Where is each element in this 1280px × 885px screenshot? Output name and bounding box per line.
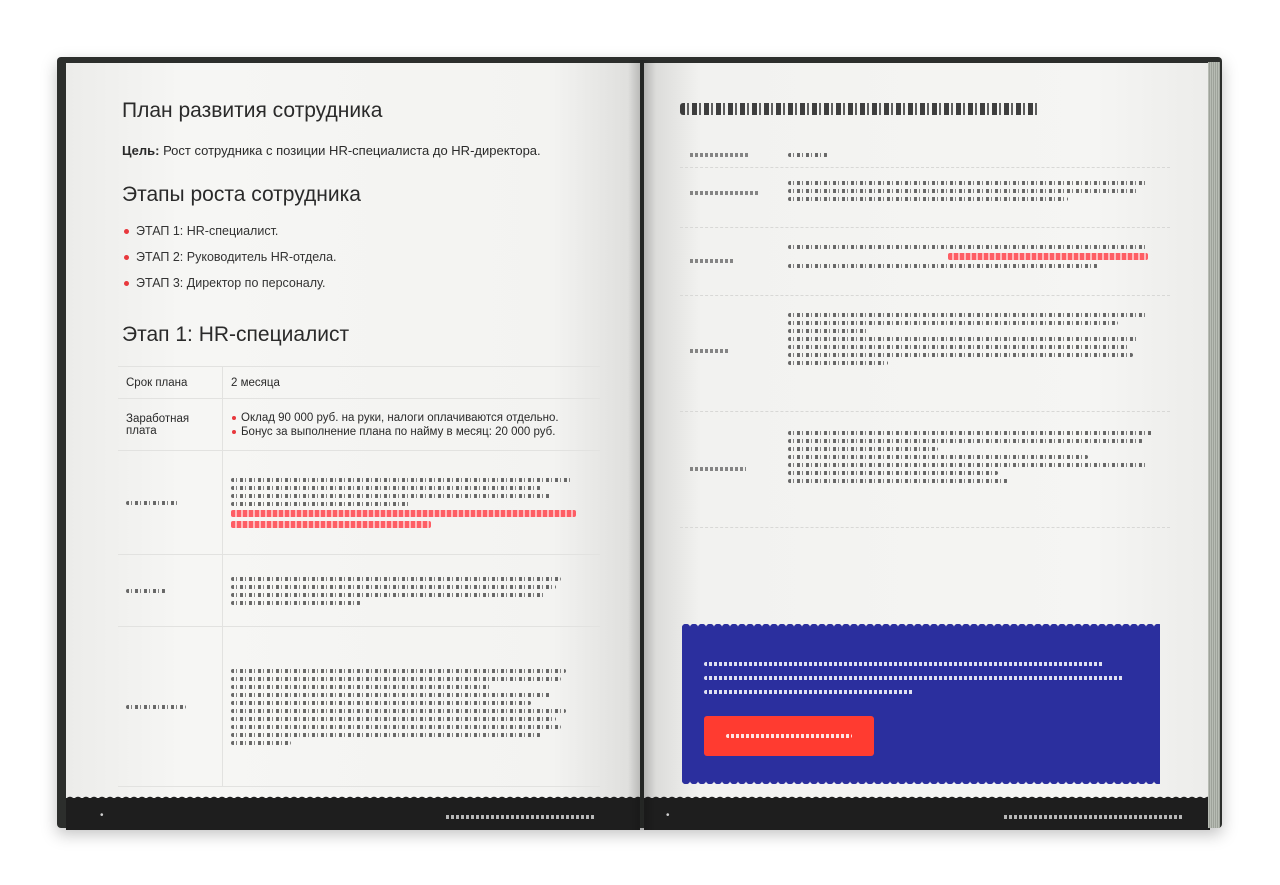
illegible-text	[231, 701, 531, 705]
illegible-text	[231, 486, 541, 490]
table-row-illegible	[118, 627, 600, 787]
illegible-text	[231, 725, 561, 729]
illegible-text	[231, 585, 556, 589]
stage-item: ЭТАП 3: Директор по персоналу.	[122, 273, 337, 299]
illegible-text	[788, 153, 828, 157]
cta-banner	[682, 628, 1160, 780]
table-row-illegible	[118, 555, 600, 627]
illegible-text	[788, 361, 888, 365]
book-spine	[628, 60, 656, 830]
illegible-text	[126, 501, 178, 505]
page-edges	[1208, 62, 1220, 828]
illegible-text	[231, 677, 561, 681]
illegible-text	[231, 733, 541, 737]
stage1-heading: Этап 1: HR-специалист	[122, 323, 350, 346]
illegible-text	[788, 471, 998, 475]
footer-text	[1004, 815, 1184, 819]
illegible-text	[788, 431, 1153, 435]
illegible-text	[126, 589, 166, 593]
term-label: Срок плана	[118, 367, 223, 399]
table-row-illegible	[680, 145, 1170, 168]
illegible-text	[231, 502, 411, 506]
illegible-text	[690, 349, 730, 353]
table-row	[118, 399, 600, 451]
illegible-heading	[680, 103, 1040, 115]
stages-heading: Этапы роста сотрудника	[122, 183, 361, 206]
salary-item: Оклад 90 000 руб. на руки, налоги оплачиваются отдельно.	[231, 411, 592, 425]
illegible-text	[788, 264, 1098, 268]
stage-item: ЭТАП 1: HR-специалист.	[122, 221, 337, 247]
illegible-text	[231, 685, 491, 689]
illegible-text	[726, 734, 852, 738]
table-row-illegible	[680, 415, 1170, 528]
salary-values	[223, 399, 601, 451]
illegible-text	[788, 455, 1088, 459]
illegible-text	[788, 245, 1148, 249]
illegible-text	[231, 709, 566, 713]
illegible-text	[690, 467, 746, 471]
page-footer	[644, 798, 1210, 830]
left-page	[66, 63, 640, 830]
illegible-text	[788, 189, 1138, 193]
illegible-text	[231, 577, 561, 581]
goal-label: Цель:	[122, 143, 160, 158]
stages-list	[122, 221, 337, 299]
illegible-text	[788, 447, 938, 451]
cta-button[interactable]	[704, 716, 874, 756]
footer-text	[446, 815, 596, 819]
illegible-text	[690, 153, 750, 157]
illegible-text	[788, 313, 1148, 317]
table-row-illegible	[680, 171, 1170, 228]
goal-text: Рост сотрудника с позиции HR-специалиста до HR-директора.	[159, 143, 541, 158]
illegible-text	[126, 705, 186, 709]
illegible-text	[690, 191, 760, 195]
term-value: 2 месяца	[223, 367, 601, 399]
illegible-text	[788, 463, 1148, 467]
illegible-text	[231, 669, 566, 673]
salary-label: Заработная плата	[118, 399, 223, 451]
illegible-text	[788, 439, 1143, 443]
illegible-text	[788, 181, 1148, 185]
illegible-text	[231, 717, 556, 721]
right-page	[644, 63, 1210, 830]
illegible-highlight	[948, 253, 1148, 260]
goal-line	[122, 143, 541, 158]
illegible-text	[788, 329, 868, 333]
illegible-text	[704, 662, 1104, 666]
illegible-text	[788, 353, 1133, 357]
illegible-text	[788, 479, 1008, 483]
salary-item: Бонус за выполнение плана по найму в месяц: 20 000 руб.	[231, 425, 592, 439]
illegible-text	[788, 345, 1128, 349]
illegible-text	[788, 197, 1068, 201]
illegible-highlight	[231, 521, 431, 528]
page-number: •	[100, 810, 104, 821]
illegible-text	[231, 593, 546, 597]
illegible-text	[231, 693, 551, 697]
illegible-text	[690, 259, 734, 263]
illegible-text	[231, 478, 571, 482]
illegible-text	[231, 601, 361, 605]
illegible-text	[704, 690, 914, 694]
table-row-illegible	[680, 299, 1170, 412]
table-row-illegible	[680, 231, 1170, 296]
table-row	[118, 367, 600, 399]
page-title: План развития сотрудника	[122, 99, 383, 122]
table-row-illegible	[118, 451, 600, 555]
plan-table	[118, 366, 600, 787]
illegible-text	[788, 337, 1138, 341]
illegible-text	[231, 741, 291, 745]
illegible-highlight	[231, 510, 576, 517]
illegible-text	[231, 494, 551, 498]
page-footer	[66, 798, 640, 830]
stage-item: ЭТАП 2: Руководитель HR-отдела.	[122, 247, 337, 273]
page-number: •	[666, 810, 670, 821]
illegible-text	[788, 321, 1118, 325]
illegible-text	[704, 676, 1124, 680]
